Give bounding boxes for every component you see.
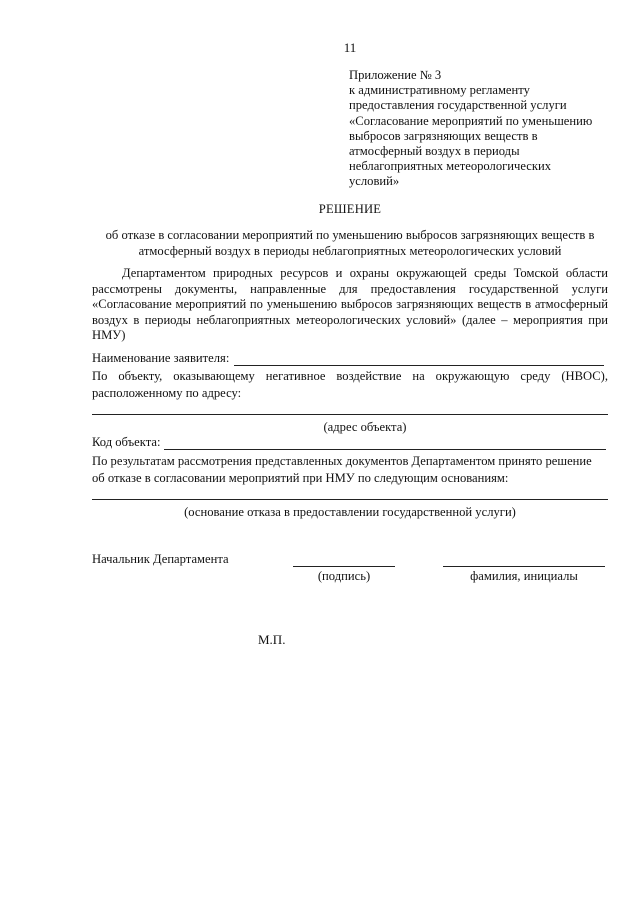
- name-line: [443, 566, 605, 567]
- reason-field-line: [92, 499, 608, 500]
- intro-paragraph: Департаментом природных ресурсов и охраны окружающей среды Томской области рассмотрены документы, направленные для предоставления государственной услуги «Согласование мероприятий по уменьшению выбросов загрязняющих веществ в атмосферный воздух в периоды неблагоприятных метеорологических условий» (далее – мероприятия при НМУ): [92, 266, 608, 343]
- name-caption: фамилия, инициалы: [470, 569, 578, 583]
- appendix-line: выбросов загрязняющих веществ в: [349, 128, 538, 143]
- appendix-header: [349, 68, 619, 190]
- result-line-2: об отказе в согласовании мероприятий при НМУ по следующим основаниям:: [92, 471, 509, 485]
- signature-position: Начальник Департамента: [92, 552, 229, 566]
- applicant-row: [92, 351, 607, 366]
- object-code-row: [92, 435, 164, 450]
- applicant-label: Наименование заявителя:: [92, 351, 233, 365]
- object-line-2: расположенному по адресу:: [92, 386, 242, 400]
- result-line-1: По результатам рассмотрения представленных документов Департаментом принято решение: [92, 454, 592, 468]
- seal-placeholder: М.П.: [258, 632, 286, 647]
- object-code-label: Код объекта:: [92, 435, 164, 449]
- address-caption: (адрес объекта): [323, 420, 407, 434]
- address-field-line: [92, 414, 608, 415]
- document-title: РЕШЕНИЕ: [318, 202, 382, 216]
- document-subtitle: об отказе в согласовании мероприятий по уменьшению выбросов загрязняющих веществ в атмосферный воздух в периоды неблагоприятных метеорологических условий: [105, 228, 595, 258]
- appendix-line: неблагоприятных метеорологических: [349, 159, 552, 174]
- applicant-field-line: [234, 365, 604, 366]
- appendix-line: Приложение № 3: [349, 68, 442, 82]
- page-number: 11: [343, 40, 357, 55]
- object-line-1: По объекту, оказывающему негативное воздействие на окружающую среду (НВОС),: [92, 369, 608, 383]
- appendix-line: атмосферный воздух в периоды: [349, 144, 520, 159]
- reason-caption: (основание отказа в предоставлении государственной услуги): [184, 505, 516, 519]
- appendix-line: условий»: [349, 174, 400, 189]
- appendix-line: предоставления государственной услуги: [349, 98, 567, 113]
- appendix-line: к административному регламенту: [349, 83, 530, 98]
- signature-caption: (подпись): [317, 569, 371, 583]
- object-code-field-line: [164, 449, 606, 450]
- signature-line: [293, 566, 395, 567]
- appendix-line: «Согласование мероприятий по уменьшению: [349, 113, 593, 128]
